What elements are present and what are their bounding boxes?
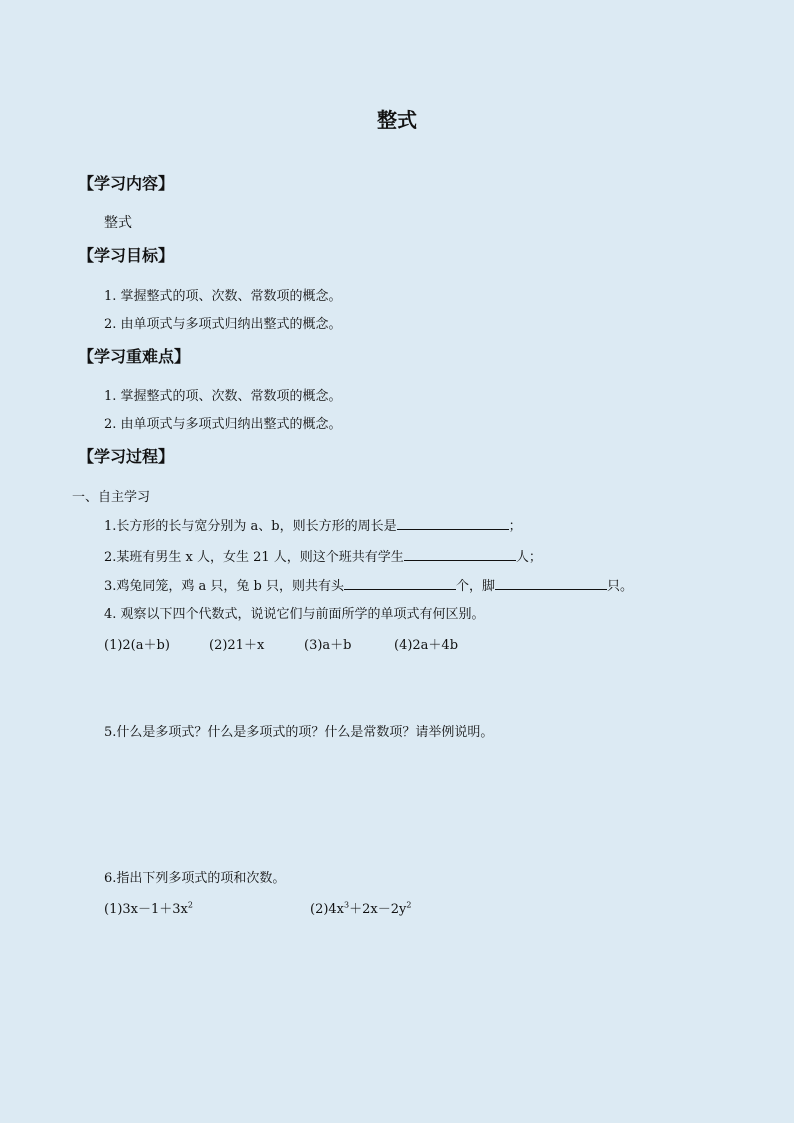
- q4-expression: (4)2a＋4b: [394, 638, 459, 653]
- section-heading-goals: 【学习目标】: [78, 246, 175, 265]
- q6-expression-2-part2: ＋2x－2y: [349, 902, 407, 917]
- question-3: [104, 575, 633, 594]
- q4-expression: (1)2(a＋b): [104, 638, 170, 653]
- question-4: 4. 观察以下四个代数式，说说它们与前面所学的单项式有何区别。: [104, 607, 485, 622]
- question-3-mid: 个，脚: [456, 579, 496, 594]
- q4-expression: (3)a＋b: [304, 638, 352, 653]
- answer-blank[interactable]: [495, 575, 607, 590]
- question-1: [104, 515, 522, 534]
- key-point-item: 1. 掌握整式的项、次数、常数项的概念。: [104, 389, 342, 404]
- q6-expression-1-main: (1)3x－1＋3x: [104, 902, 188, 917]
- answer-blank[interactable]: [397, 515, 509, 530]
- exponent: 2: [406, 900, 412, 910]
- goal-item: 2. 由单项式与多项式归纳出整式的概念。: [104, 317, 342, 332]
- question-6: 6.指出下列多项式的项和次数。: [104, 871, 286, 886]
- answer-blank[interactable]: [344, 575, 456, 590]
- process-subheading: 一、自主学习: [72, 490, 151, 505]
- question-2-tail: 人；: [515, 550, 542, 565]
- question-1-tail: ；: [508, 519, 522, 534]
- section-heading-key-points: 【学习重难点】: [78, 347, 191, 366]
- content-text: 整式: [104, 215, 132, 231]
- question-2-text: 2.某班有男生 x 人，女生 21 人，则这个班共有学生: [104, 550, 404, 565]
- key-point-item: 2. 由单项式与多项式归纳出整式的概念。: [104, 417, 342, 432]
- q6-expression-1: [104, 898, 193, 917]
- question-2: [104, 546, 542, 565]
- section-heading-process: 【学习过程】: [78, 447, 175, 466]
- question-3-tail: 只。: [607, 579, 634, 594]
- question-5: 5.什么是多项式？什么是多项式的项？什么是常数项？请举例说明。: [104, 725, 494, 740]
- answer-blank[interactable]: [404, 546, 516, 561]
- q4-expression: (2)21＋x: [209, 638, 265, 653]
- exponent: 3: [344, 900, 350, 910]
- exponent: 2: [187, 900, 193, 910]
- goal-item: 1. 掌握整式的项、次数、常数项的概念。: [104, 289, 342, 304]
- section-heading-content: 【学习内容】: [78, 174, 175, 193]
- q6-expression-2: [310, 898, 411, 917]
- q6-expression-2-part1: (2)4x: [310, 902, 345, 917]
- question-3-text: 3.鸡兔同笼，鸡 a 只，兔 b 只，则共有头: [104, 579, 345, 594]
- page-title: 整式: [377, 108, 417, 132]
- question-1-text: 1.长方形的长与宽分别为 a、b，则长方形的周长是: [104, 519, 397, 534]
